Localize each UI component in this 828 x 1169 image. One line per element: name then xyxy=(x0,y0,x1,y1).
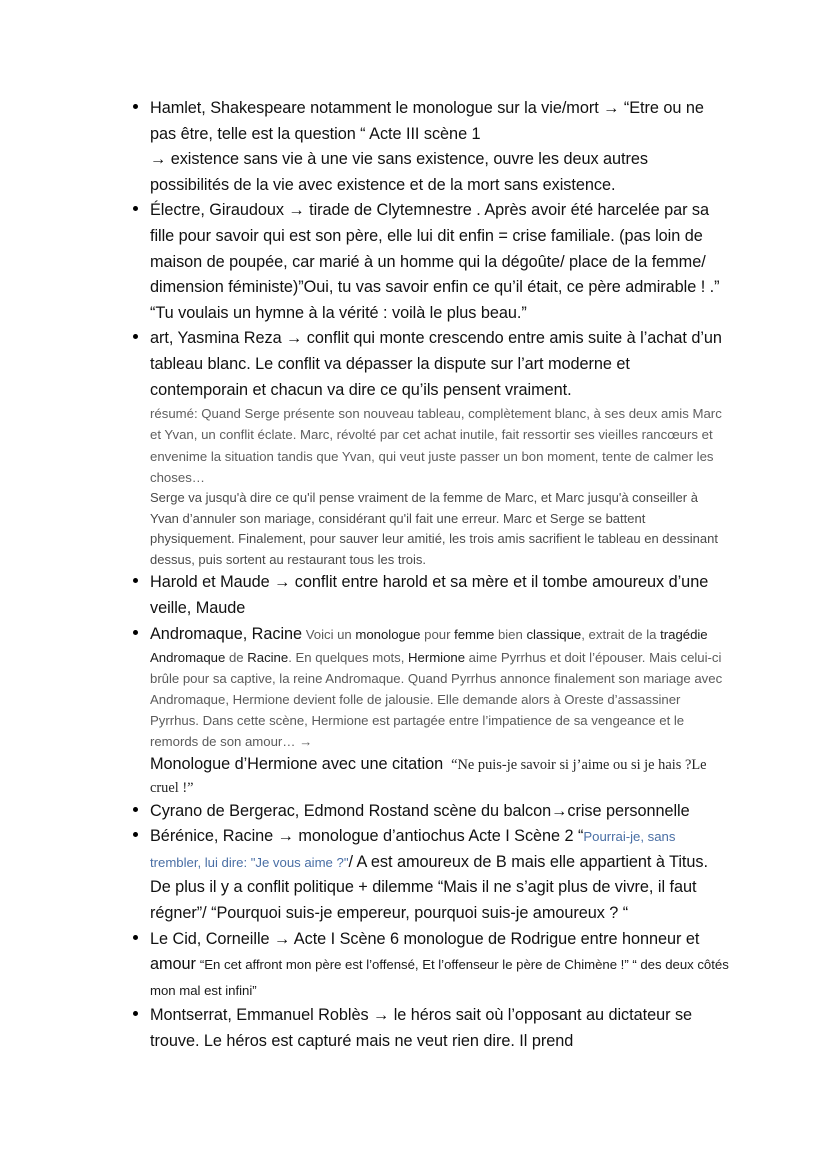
entry-andromaque-body-part: tragédie Andromaque xyxy=(150,626,708,666)
list-item-harold xyxy=(133,570,729,621)
entry-andromaque-body-part: . En quelques mots, xyxy=(288,650,409,666)
entry-andromaque-body-part: de xyxy=(228,650,248,666)
entry-berenice-paragraph xyxy=(150,824,729,926)
list-item-art xyxy=(133,326,729,570)
entry-andromaque-paragraph xyxy=(150,622,729,753)
entry-hamlet-line2: → existence sans vie à une vie sans existence, ouvre les deux autres possibilités de la vie avec existence et de la mort sans existence. xyxy=(150,150,648,194)
bullet-dot-icon xyxy=(133,630,138,635)
bullet-dot-icon xyxy=(133,334,138,339)
entry-andromaque-body-part: femme xyxy=(454,626,498,642)
entry-andromaque-body-part: Hermione xyxy=(408,650,469,666)
entry-electre-text: Électre, Giraudoux → tirade de Clytemnestre . Après avoir été harcelée par sa fille pour savoir qui est son père, elle lui dit enfin = crise familiale. (pas loin de maison de poupée, car marié à un homme qui la dégoûte/ place de la femme/ dimension féministe)”Oui, tu vas savoir enfin ce qu’il était, ce père admirable ! .” “Tu voulais un hymne à la vérité : voilà le plus beau.” xyxy=(150,201,720,322)
bullet-dot-icon xyxy=(133,832,138,837)
notes-list xyxy=(133,96,729,1055)
entry-harold-text: Harold et Maude → conflit entre harold et sa mère et il tombe amoureux d’une veille, Maude xyxy=(150,573,709,617)
entry-berenice-lead: Bérénice, Racine → monologue d’antiochus Acte I Scène 2 “ xyxy=(150,827,584,846)
list-item-cyrano xyxy=(133,799,729,825)
entry-andromaque-body-part: Racine xyxy=(247,650,289,666)
bullet-dot-icon xyxy=(133,206,138,211)
entry-berenice-quote: Pourrai-je, sans trembler, lui dire: "Je vous aime ?" xyxy=(150,829,676,870)
entry-andromaque-body-part: aime Pyrrhus et doit l’épouser. Mais celui-ci brûle pour sa captive, la reine Andromaque. Quand Pyrrhus annonce finalement son mariage avec Andromaque, Hermione devient folle de jalousie. Elle demande alors à Oreste d’assassiner Pyrrhus. Dans cette scène, Hermione est partagée entre l’impatience de sa vengeance et le remords de son amour… → xyxy=(150,650,723,750)
entry-andromaque-body-part: Voici un xyxy=(305,626,356,642)
bullet-dot-icon xyxy=(133,104,138,109)
list-item-andromaque xyxy=(133,622,729,799)
list-item-lecid xyxy=(133,927,729,1004)
entry-andromaque-body-part: bien xyxy=(497,626,527,642)
bullet-dot-icon xyxy=(133,807,138,812)
bullet-dot-icon xyxy=(133,935,138,940)
entry-cyrano-text: Cyrano de Bergerac, Edmond Rostand scène du balcon→crise personnelle xyxy=(150,801,690,820)
entry-andromaque-body-part: classique xyxy=(526,626,582,642)
notes-content xyxy=(133,96,729,1055)
entry-art-resume-1: résumé: Quand Serge présente son nouveau tableau, complètement blanc, à ses deux amis Marc et Yvan, un conflit éclate. Marc, révolté par cet achat inutile, fait ressortir ses vieilles rancœurs et envenime la situation tandis que Yvan, qui veut juste passer un bon moment, tente de calmer les choses… xyxy=(150,406,722,485)
entry-hamlet-line1: Hamlet, Shakespeare notamment le monologue sur la vie/mort → “Etre ou ne pas être, telle est la question “ Acte III scène 1 xyxy=(150,99,704,143)
bullet-dot-icon xyxy=(133,578,138,583)
list-item-montserrat xyxy=(133,1003,729,1054)
entry-montserrat-text: Montserrat, Emmanuel Roblès → le héros sait où l’opposant au dictateur se trouve. Le héros est capturé mais ne veut rien dire. Il prend xyxy=(150,1006,693,1051)
entry-lecid-paragraph xyxy=(150,927,729,1004)
entry-andromaque-body-part: pour xyxy=(424,626,455,642)
bullet-dot-icon xyxy=(133,1011,138,1016)
entry-andromaque-monologue-line xyxy=(150,752,729,799)
entry-lecid-quote: “En cet affront mon père est l’offensé, Et l’offenseur le père de Chimène !” “ des deux côtés mon mal est infini” xyxy=(150,957,729,998)
entry-art-resume-2: Serge va jusqu'à dire ce qu'il pense vraiment de la femme de Marc, et Marc jusqu'à conseiller à Yvan d’annuler son mariage, considérant qu'il fait une erreur. Marc et Serge se battent physiquement. Finalement, pour sauver leur amitié, les trois amis sacrifient le tableau en dessinant dessus, puis sortent au restaurant tous les trois. xyxy=(150,489,718,567)
entry-andromaque-body-part: , extrait de la xyxy=(581,626,661,642)
list-item-hamlet xyxy=(133,96,729,198)
entry-berenice-tail: / A est amoureux de B mais elle appartient à Titus. De plus il y a conflit politique + dilemme “Mais il ne s’agit plus de vivre, il faut régner”/ “Pourquoi suis-je empereur, pourquoi suis-je amoureux ? “ xyxy=(150,852,708,923)
entry-andromaque-body-part: monologue xyxy=(355,626,425,642)
entry-art-text: art, Yasmina Reza → conflit qui monte crescendo entre amis suite à l’achat d’un tableau blanc. Le conflit va dépasser la dispute sur l’art moderne et contemporain et chacun va dire ce qu’ils pensent vraiment. xyxy=(150,329,722,399)
entry-andromaque-citation: “Ne puis-je savoir si j’aime ou si je hais ?Le cruel !” xyxy=(150,757,707,796)
entry-andromaque-heading: Andromaque, Racine xyxy=(150,624,303,643)
entry-andromaque-monologue-label: Monologue d’Hermione avec une citation xyxy=(150,755,444,774)
list-item-electre xyxy=(133,198,729,326)
entry-andromaque-body xyxy=(150,624,723,750)
entry-lecid-lead: Le Cid, Corneille → Acte I Scène 6 monologue de Rodrigue entre honneur et amour xyxy=(150,929,700,974)
list-item-berenice xyxy=(133,824,729,926)
